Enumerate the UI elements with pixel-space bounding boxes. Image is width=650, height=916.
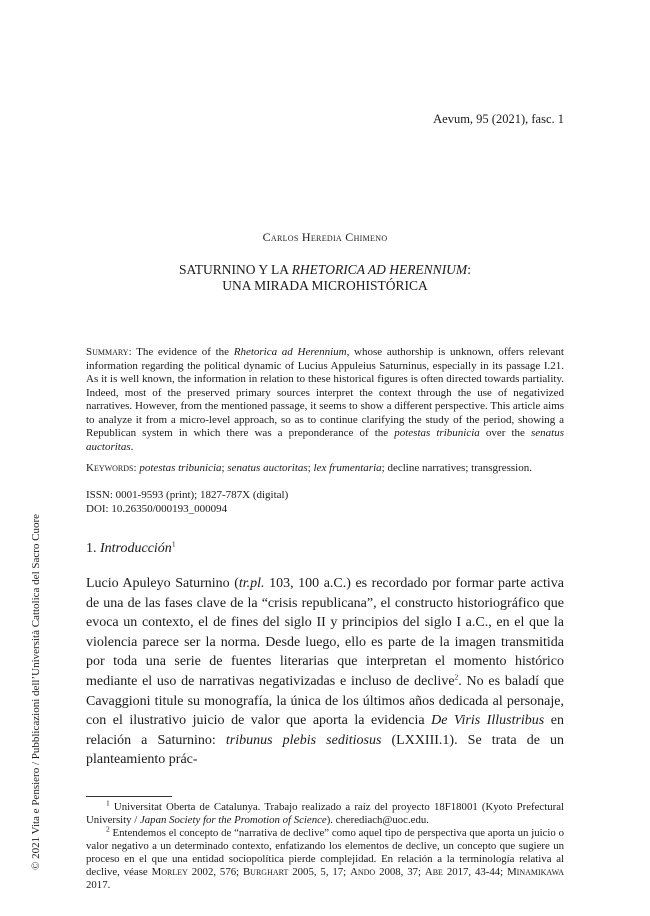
footnote-ref[interactable]: 2 [454, 672, 459, 682]
article-title [0, 262, 650, 294]
section-title: Introducción [100, 541, 172, 556]
cited-author: Minamikawa [507, 866, 565, 878]
keywords-text: : [133, 462, 140, 474]
copyright-sidebar: © 2021 Vita e Pensiero / Pubblicazioni dell’Università Cattolica del Sacro Cuore [30, 513, 42, 870]
footnote-text: 2002, 576; [187, 866, 243, 878]
keyword: lex frumentaria [313, 462, 382, 474]
keyword: senatus auctoritas [227, 462, 308, 474]
summary-text: : The evidence of the [128, 346, 234, 358]
keywords-paragraph [86, 462, 564, 476]
cited-author: Burghart [242, 866, 289, 878]
body-italic: De Viris Illustribus [431, 713, 545, 729]
title-line2: UNA MIRADA MICROHISTÓRICA [222, 278, 428, 293]
body-italic: tribunus plebis seditiosus [225, 732, 382, 748]
cited-author: Morley [151, 866, 188, 878]
footnotes [86, 798, 565, 892]
journal-citation: Aevum, 95 (2021), fasc. 1 [433, 112, 564, 126]
footnote-number: 1 [106, 798, 110, 808]
summary-label: Summary [86, 346, 129, 358]
body-text: (LXXIII.1). Se trata de un planteamiento prác- [86, 732, 564, 768]
footnote-text: 2017, 43-44; [442, 866, 508, 878]
summary-italic: potestas tribunicia [394, 427, 480, 439]
summary-text: . [130, 440, 134, 453]
keyword: potestas tribunicia [139, 462, 222, 474]
body-paragraph [86, 574, 564, 770]
footnote-ref[interactable]: 1 [171, 539, 176, 549]
body-italic: tr.pl. [238, 576, 265, 591]
footnote-text: 2005, 5, 17; [288, 866, 351, 878]
identifiers [86, 489, 288, 516]
keywords-text: ; decline narratives; transgression. [381, 462, 532, 474]
footnote-divider [86, 796, 172, 797]
cited-author: Ando [350, 866, 376, 878]
footnote-text: 2008, 37; [375, 866, 425, 878]
summary-italic: Rhetorica ad Herennium [233, 346, 347, 358]
title-italic: RHETORICA AD HERENNIUM [291, 262, 468, 277]
footnote-italic: Japan Society for the Promotion of Science [139, 814, 327, 826]
author-name: Carlos Heredia Chimeno [262, 230, 388, 244]
keywords-text: ; [221, 462, 228, 474]
body-text: . No es baladí que Cavaggioni titule su monografía, la única de los últimos años dedicada al personaje, con el ilustrativo juicio de valor que aporta la evidencia [86, 673, 564, 729]
keywords-text: ; [307, 462, 314, 474]
doi: DOI: 10.26350/000193_000094 [86, 502, 228, 515]
footnote-1 [86, 798, 564, 827]
body-text: en relación a Saturnino: [86, 713, 565, 748]
title-part1: SATURNINO Y LA [179, 262, 292, 277]
summary-italic: senatus auctoritas [86, 427, 564, 453]
summary-text: , whose authorship is unknown, offers relevant information regarding the political dynamic of Lucius Appuleius Saturninus, especially in its passage I.21. As it is well known, the information in relation to these historical figures is often directed towards partiality. Indeed, most of the preserved primary sources interpret the context through the use of negativized narratives. However, from the mentioned passage, it seems to show a different perspective. This article aims to analyze it from a micro-level approach, so as to continue clarifying the study of the period, showing a Republican system in which there was a preponderance of the [86, 346, 564, 439]
footnote-text: 2017. [86, 879, 111, 891]
title-colon: : [467, 262, 471, 277]
cited-author: Abe [424, 866, 443, 878]
footnote-text: Universitat Oberta de Catalunya. Trabajo realizado a raíz del proyecto 18F18001 (Kyoto Prefectural University / [86, 801, 564, 826]
body-text: 103, 100 a.C.) es recordado por formar parte activa de una de las fases clave de la “crisis republicana”, el constructo historiográfico que evoca un contexto, el de fines del siglo II y principios del siglo I a.C., en el que la violencia parece ser la norma. Desde luego, ello es parte de la imagen transmitida por toda una serie de fuentes literarias que interpretan el momento histórico mediante el uso de narrativas negativizadas e incluso de declive [86, 576, 564, 689]
footnote-number: 2 [106, 824, 110, 834]
summary-text: over the [479, 427, 531, 439]
issn: ISSN: 0001-9593 (print); 1827-787X (digital) [86, 489, 289, 501]
footnote-text: ). cherediach@uoc.edu. [326, 814, 429, 826]
body-text: Lucio Apuleyo Saturnino ( [86, 576, 239, 591]
footnote-2 [86, 824, 565, 892]
section-heading [86, 541, 176, 557]
summary-paragraph [86, 346, 564, 454]
section-number: 1. [86, 541, 100, 556]
footnote-text: Entendemos el concepto de “narrativa de declive” como aquel tipo de perspectiva que aporta un juicio o valor negativo a un determinado contexto, enfatizando los elementos de declive, un concepto que sugiere un proceso en el que una entidad sociopolítica pierde complejidad. En relación a la terminología relativa al declive, véase [86, 827, 564, 878]
keywords-label: Keywords [86, 462, 134, 474]
